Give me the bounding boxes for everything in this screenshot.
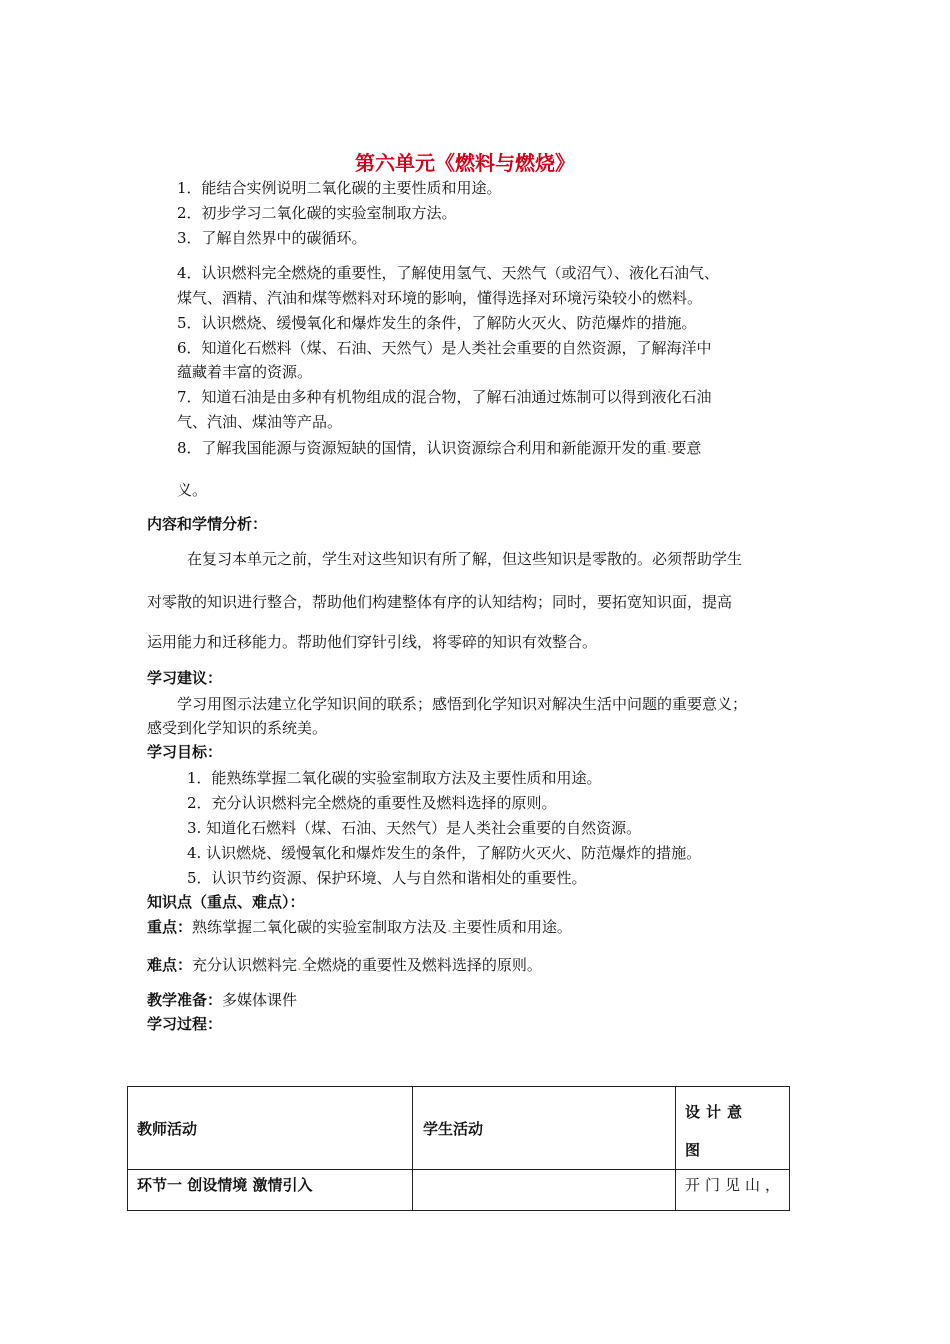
stray-dot-mark: .: [297, 956, 302, 974]
header-student-activity: 学生活动: [413, 1087, 676, 1170]
goals-heading: 学习目标：: [147, 743, 223, 761]
goal-item: 4. 认识燃烧、缓慢氧化和爆炸发生的条件，了解防火灭火、防范爆炸的措施。: [187, 844, 702, 862]
prep-value: 多媒体课件: [222, 991, 298, 1009]
analysis-line: 在复习本单元之前，学生对这些知识有所了解，但这些知识是零散的。必须帮助学生: [187, 550, 743, 568]
standard-line: 气、汽油、煤油等产品。: [177, 413, 343, 431]
cell-student-activity: [413, 1170, 676, 1211]
standard-line: 煤气、酒精、汽油和煤等燃料对环境的影响，懂得选择对环境污染较小的燃料。: [177, 289, 703, 307]
difficult-text: 充分认识燃料完: [192, 956, 298, 974]
keypoints-heading: 知识点（重点、难点）：: [147, 893, 305, 911]
advice-line: 学习用图示法建立化学知识间的联系；感悟到化学知识对解决生活中问题的重要意义；: [177, 695, 748, 713]
standard-line: 3．了解自然界中的碳循环。: [177, 229, 367, 247]
standard-line: 蕴藏着丰富的资源。: [177, 363, 313, 381]
focus-line: [147, 917, 572, 937]
standard-line: 4．认识燃料完全燃烧的重要性，了解使用氢气、天然气（或沼气）、液化石油气、: [177, 264, 720, 282]
goal-item: 3. 知道化石燃料（煤、石油、天然气）是人类社会重要的自然资源。: [187, 819, 642, 837]
standard-line: 5．认识燃烧、缓慢氧化和爆炸发生的条件，了解防火灭火、防范爆炸的措施。: [177, 314, 697, 332]
process-table: [127, 1086, 790, 1211]
header-teacher-activity: 教师活动: [128, 1087, 413, 1170]
stray-dot-mark: .: [447, 918, 452, 936]
stray-dot-mark: .: [666, 439, 672, 457]
standard-line: 1．能结合实例说明二氧化碳的主要性质和用途。: [177, 179, 502, 197]
page-title: 第六单元《燃料与燃烧》: [355, 151, 575, 175]
table-header-row: [128, 1087, 790, 1170]
prep-label: 教学准备：: [147, 991, 223, 1009]
focus-text: 主要性质和用途。: [451, 918, 572, 936]
goal-item: 2．充分认识燃料完全燃烧的重要性及燃料选择的原则。: [187, 794, 557, 812]
advice-line: 感受到化学知识的系统美。: [147, 719, 328, 737]
standard-line-part: 8．了解我国能源与资源短缺的国情，认识资源综合利用和新能源开发的重: [177, 439, 667, 457]
standard-line: 义。: [177, 481, 208, 499]
cell-design-intent: 开门见山，: [676, 1170, 790, 1211]
standard-line: [177, 438, 701, 458]
difficult-label: 难点：: [147, 956, 193, 974]
advice-heading: 学习建议：: [147, 669, 223, 687]
difficult-text: 全燃烧的重要性及燃料选择的原则。: [301, 956, 542, 974]
focus-text: 熟练掌握二氧化碳的实验室制取方法及: [192, 918, 448, 936]
cell-teacher-activity: 环节一 创设情境 激情引入: [128, 1170, 413, 1211]
header-design-intent: 设计意 图: [676, 1087, 790, 1170]
standard-line-part: 要意: [671, 439, 702, 457]
analysis-line: 运用能力和迁移能力。帮助他们穿针引线，将零碎的知识有效整合。: [147, 633, 598, 651]
prep-line: [147, 990, 297, 1010]
goal-item: 1．能熟练掌握二氧化碳的实验室制取方法及主要性质和用途。: [187, 769, 602, 787]
table-row: [128, 1170, 790, 1211]
standard-line: 6．知道化石燃料（煤、石油、天然气）是人类社会重要的自然资源，了解海洋中: [177, 339, 712, 357]
analysis-line: 对零散的知识进行整合，帮助他们构建整体有序的认知结构；同时，要拓宽知识面，提高: [147, 593, 733, 611]
standard-line: 2．初步学习二氧化碳的实验室制取方法。: [177, 204, 457, 222]
standard-line: 7．知道石油是由多种有机物组成的混合物，了解石油通过炼制可以得到液化石油: [177, 388, 712, 406]
process-heading: 学习过程：: [147, 1015, 223, 1033]
difficult-line: [147, 955, 542, 975]
focus-label: 重点：: [147, 918, 193, 936]
analysis-heading: 内容和学情分析：: [147, 515, 268, 533]
goal-item: 5．认识节约资源、保护环境、人与自然和谐相处的重要性。: [187, 869, 587, 887]
